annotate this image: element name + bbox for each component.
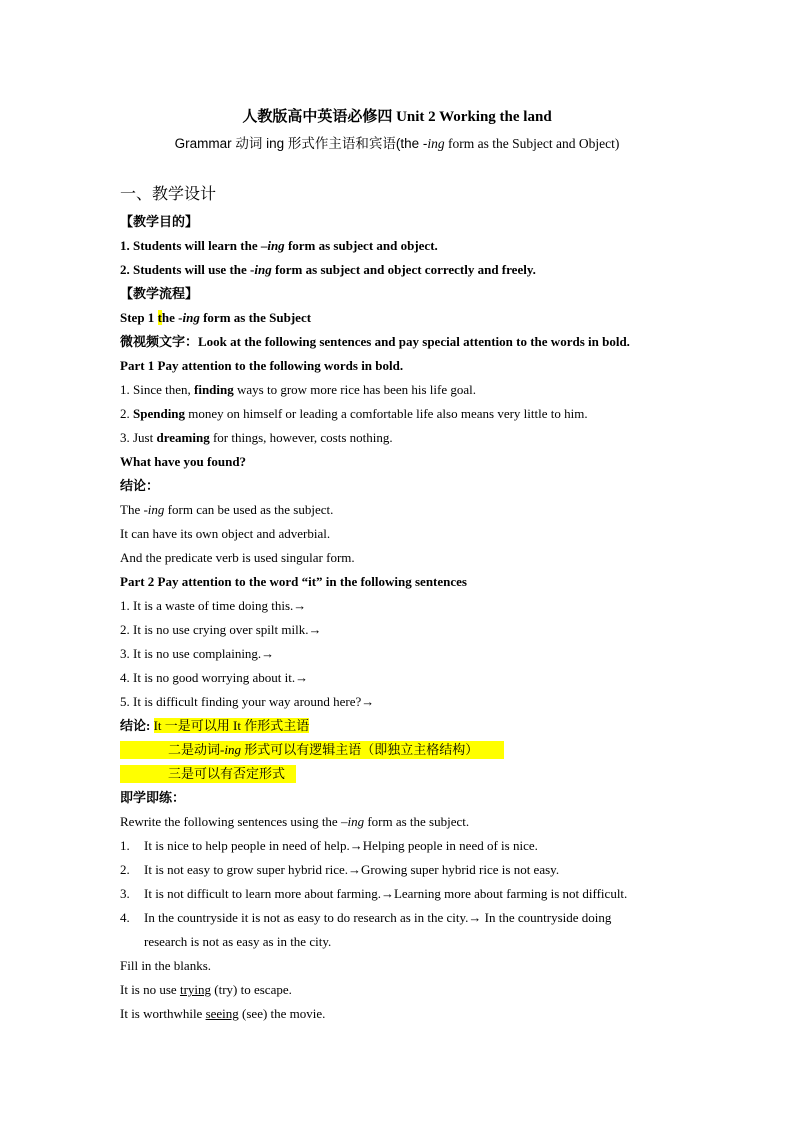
section-heading: 一、教学设计 xyxy=(120,186,217,203)
micro-video-text: 微视频文字：Look at the following sentences and pay special attention to the words in bold. xyxy=(120,334,630,349)
conclusion-2-line-1 xyxy=(120,717,309,735)
goal-text: 1. Students will learn the – xyxy=(120,238,268,253)
subtitle-part: form as the Subject and Object) xyxy=(444,136,620,151)
practice-intro xyxy=(120,813,469,831)
conclusion-2-text: It 一是可以用 It 作形式主语 xyxy=(153,718,310,733)
subtitle-ing: ing xyxy=(427,136,445,151)
practice-item xyxy=(120,885,627,903)
sentence-2 xyxy=(120,405,588,423)
step-1-heading xyxy=(120,309,311,327)
sentence-text: for things, however, costs nothing. xyxy=(209,430,393,445)
practice-item-continuation: research is not as easy as in the city. xyxy=(144,934,332,949)
conclusion-2-ing: ing xyxy=(224,742,241,757)
conclusion-label: 结论： xyxy=(120,478,160,493)
fill-text: (see) the movie. xyxy=(238,1006,326,1021)
fill-answer: seeing xyxy=(205,1006,239,1021)
conclusion-text: form can be used as the subject. xyxy=(164,502,334,517)
step-highlight: t xyxy=(157,310,162,325)
item-number: 4. xyxy=(120,910,130,925)
practice-item xyxy=(120,909,611,927)
conclusion-ing: ing xyxy=(147,502,165,517)
sentence-bold: finding xyxy=(194,382,234,397)
practice-item xyxy=(120,837,538,855)
sentence-text: money on himself or leading a comfortable life also means very little to him. xyxy=(185,406,588,421)
item-number: 2. xyxy=(120,862,130,877)
conclusion-1 xyxy=(120,501,333,519)
fill-text: (try) to escape. xyxy=(211,982,292,997)
practice-label: 即学即练： xyxy=(120,790,186,805)
it-sentence-2: 2. It is no use crying over spilt milk.→ xyxy=(120,622,322,637)
item-number: 3. xyxy=(120,886,130,901)
question-found: What have you found? xyxy=(120,454,247,469)
process-label: 【教学流程】 xyxy=(120,286,199,301)
fill-text: It is no use xyxy=(120,982,180,997)
goal-ing: ing xyxy=(254,262,272,277)
practice-ing: ing xyxy=(347,814,365,829)
step-text: form as the Subject xyxy=(199,310,312,325)
practice-text: form as the subject. xyxy=(364,814,470,829)
it-sentence-4: 4. It is no good worrying about it.→ xyxy=(120,670,309,685)
sentence-3 xyxy=(120,429,393,447)
sentence-text: 3. Just xyxy=(120,430,157,445)
conclusion-2: It can have its own object and adverbial. xyxy=(120,526,331,541)
fill-answer: trying xyxy=(179,982,212,997)
document-title: 人教版高中英语必修四 Unit 2 Working the land xyxy=(242,109,552,125)
sentence-bold: dreaming xyxy=(156,430,210,445)
conclusion-2-line-3: 三是可以有否定形式 xyxy=(168,766,286,781)
fill-item-2 xyxy=(120,1005,325,1023)
sentence-bold: Spending xyxy=(133,406,186,421)
step-text: Step 1 xyxy=(120,310,158,325)
conclusion-2-line-2 xyxy=(168,741,478,759)
goal-text: form as subject and object correctly and freely. xyxy=(271,262,536,277)
goal-1 xyxy=(120,237,438,255)
subtitle-part: Grammar 动词 ing 形式作主语和宾语(the - xyxy=(174,136,428,151)
item-text: It is not difficult to learn more about farming.→Learning more about farming is not difficult. xyxy=(144,886,628,901)
it-sentence-5: 5. It is difficult finding your way around here?→ xyxy=(120,694,375,709)
conclusion-2-text: 形式可以有逻辑主语（即独立主格结构） xyxy=(240,742,479,757)
practice-item xyxy=(120,861,559,879)
goal-text: 2. Students will use the - xyxy=(120,262,255,277)
conclusion-2-text: 二是动词- xyxy=(168,742,225,757)
fill-item-1 xyxy=(120,981,292,999)
sentence-1 xyxy=(120,381,476,399)
item-number: 1. xyxy=(120,838,130,853)
conclusion-2-label: 结论: xyxy=(120,718,154,733)
it-sentence-1: 1. It is a waste of time doing this.→ xyxy=(120,598,307,613)
part-2-heading: Part 2 Pay attention to the word “it” in the following sentences xyxy=(120,574,467,589)
item-text: It is nice to help people in need of help.→Helping people in need of is nice. xyxy=(144,838,538,853)
fill-heading: Fill in the blanks. xyxy=(120,958,211,973)
item-text: In the countryside it is not as easy to do research as in the city.→ In the countryside doing xyxy=(144,910,612,925)
it-sentence-3: 3. It is no use complaining.→ xyxy=(120,646,275,661)
conclusion-3: And the predicate verb is used singular form. xyxy=(120,550,355,565)
goal-ing: ing xyxy=(267,238,285,253)
goal-2 xyxy=(120,261,536,279)
fill-text: It is worthwhile xyxy=(120,1006,206,1021)
step-ing: ing xyxy=(182,310,200,325)
goal-text: form as subject and object. xyxy=(284,238,438,253)
sentence-text: 1. Since then, xyxy=(120,382,195,397)
step-text: he - xyxy=(161,310,183,325)
document-subtitle xyxy=(0,135,794,153)
practice-text: Rewrite the following sentences using the – xyxy=(120,814,348,829)
sentence-text: 2. xyxy=(120,406,133,421)
goals-label: 【教学目的】 xyxy=(120,214,199,229)
part-1-heading: Part 1 Pay attention to the following words in bold. xyxy=(120,358,404,373)
item-text: It is not easy to grow super hybrid rice.→Growing super hybrid rice is not easy. xyxy=(144,862,560,877)
conclusion-text: The - xyxy=(120,502,148,517)
sentence-text: ways to grow more rice has been his life goal. xyxy=(233,382,476,397)
